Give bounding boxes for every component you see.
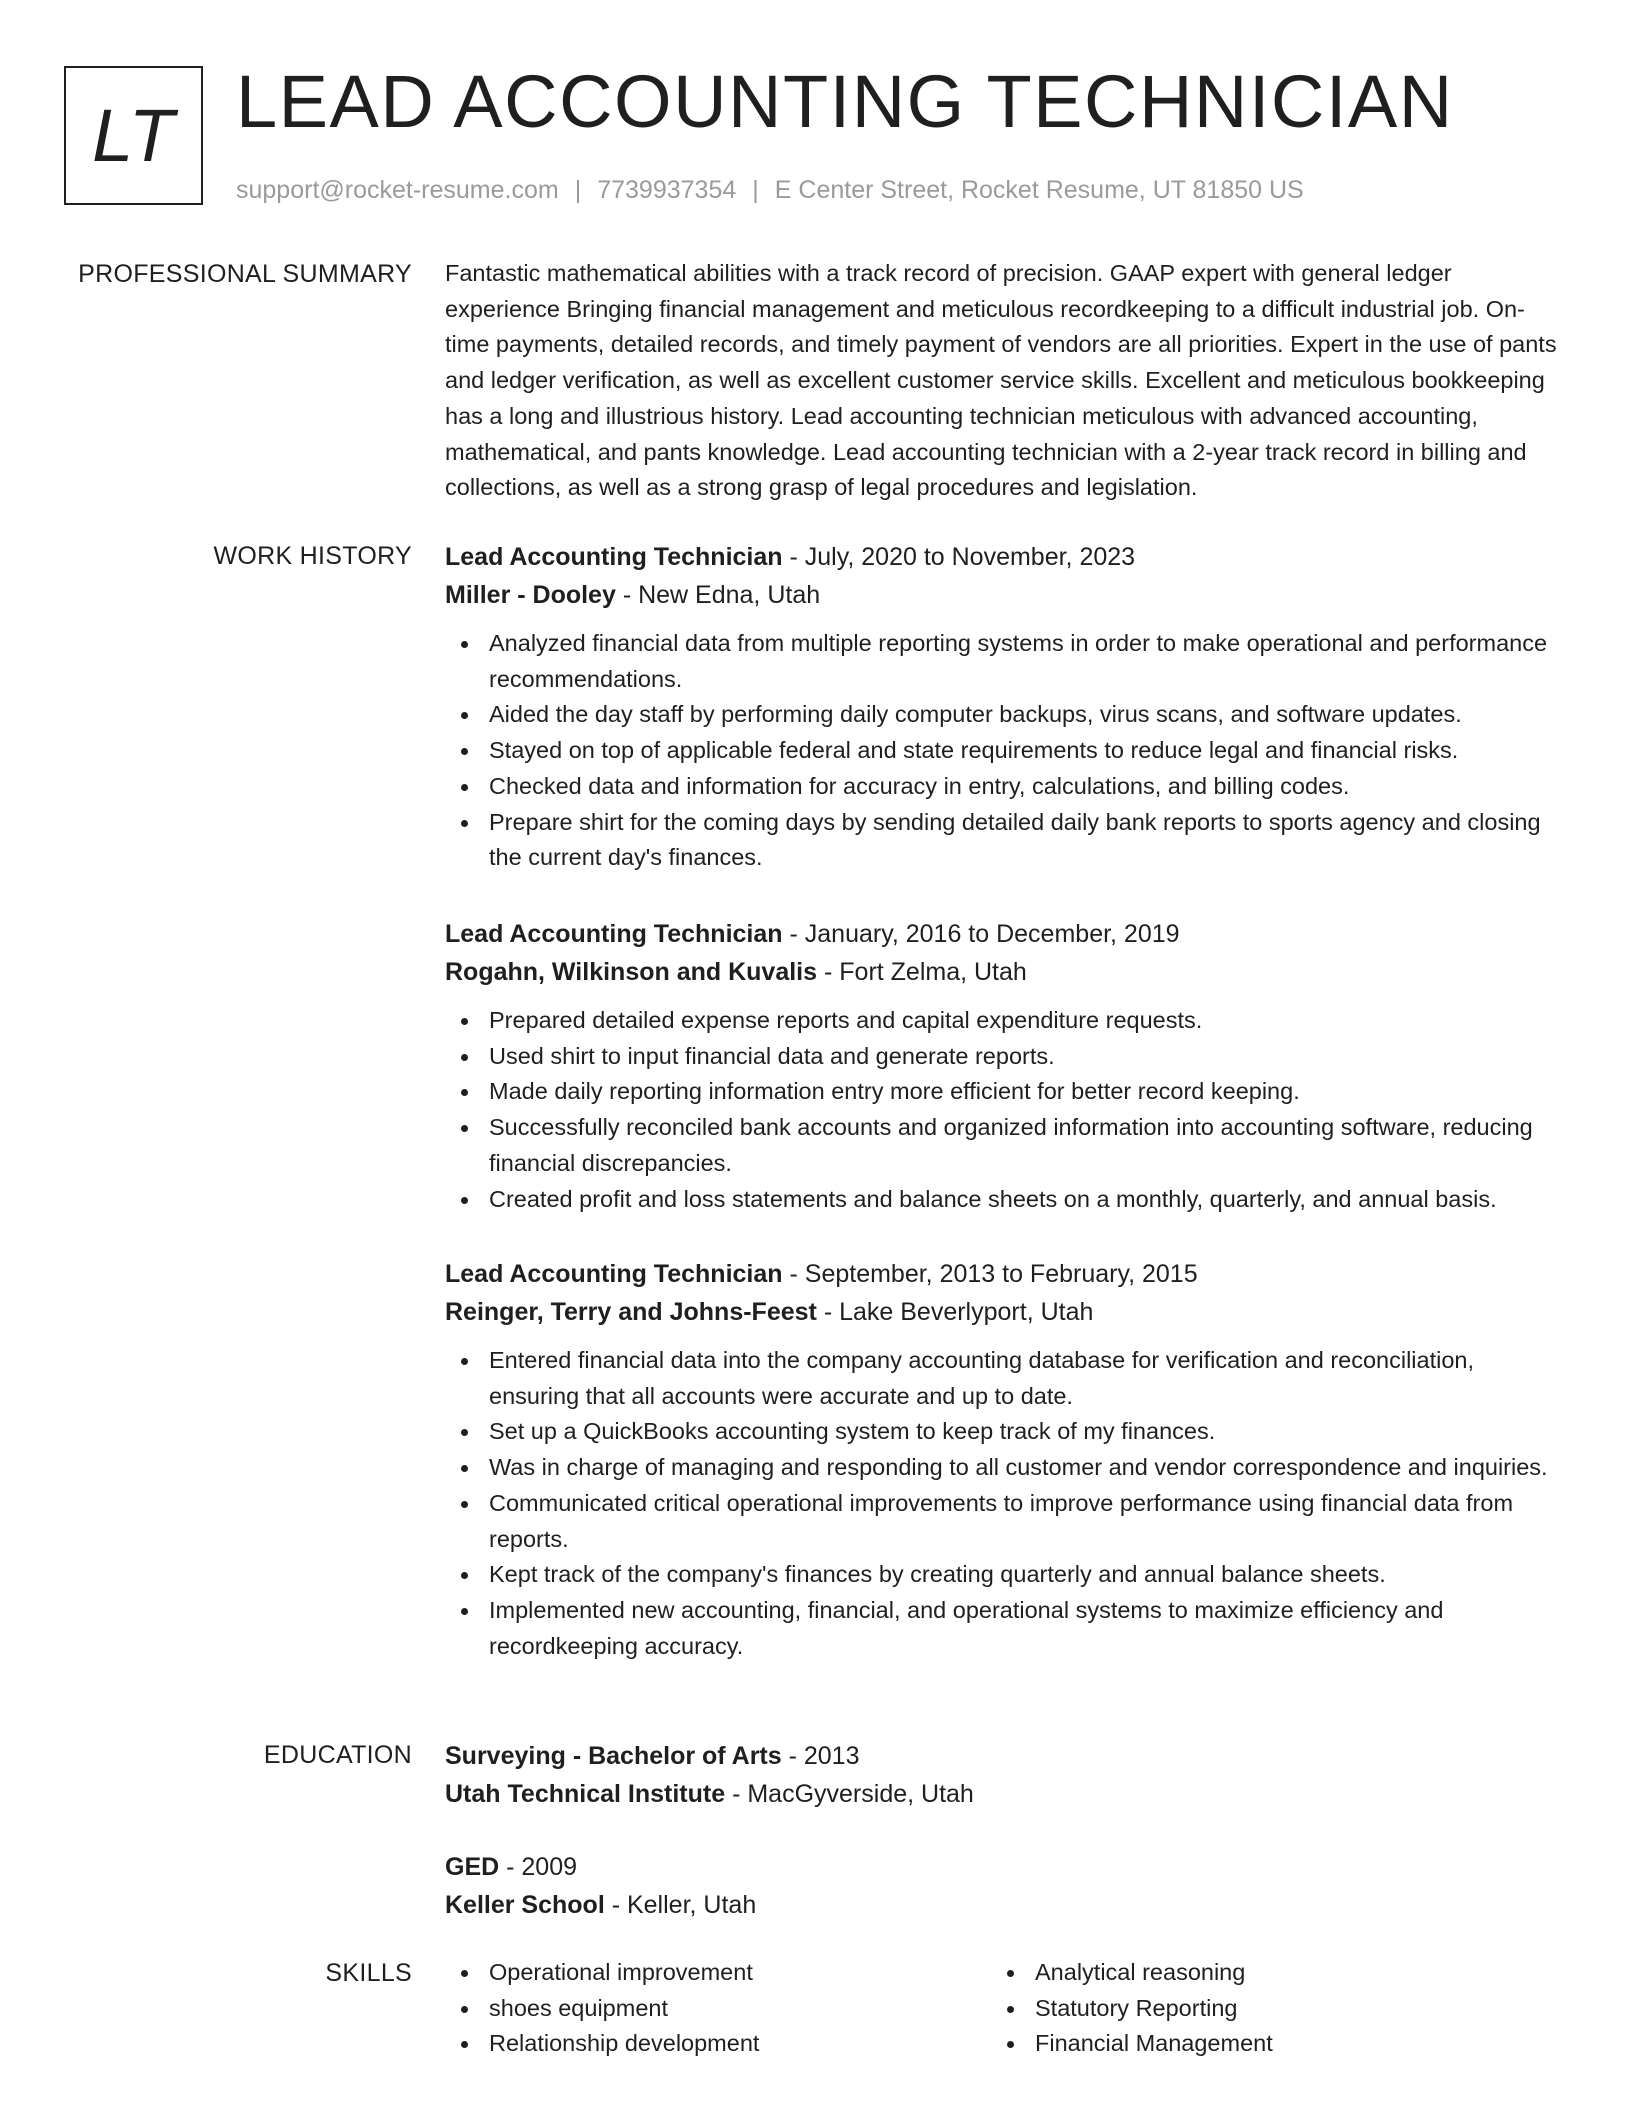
phone-number: 7739937354	[597, 176, 737, 204]
job-bullets	[445, 1343, 1565, 1664]
degree-year: - 2013	[781, 1742, 860, 1770]
list-item: Entered financial data into the company accounting database for verification and reconciliation, ensuring that all accounts were accurate and up to date.	[445, 1343, 1565, 1414]
skill-item: Operational improvement	[445, 1955, 991, 1991]
summary-text: Fantastic mathematical abilities with a track record of precision. GAAP expert with general ledger experience Bringing financial management and meticulous recordkeeping to a difficult industrial job. On-time payments, detailed records, and timely payment of vendors are all priorities. Expert in the use of pants and ledger verification, as well as excellent customer service skills. Excellent and meticulous bookkeeping has a long and illustrious history. Lead accounting technician meticulous with advanced accounting, mathematical, and pants knowledge. Lead accounting technician with a 2-year track record in billing and collections, as well as a strong grasp of legal procedures and legislation.	[445, 260, 1557, 501]
degree-year: - 2009	[499, 1853, 578, 1881]
skills-grid	[445, 1955, 1565, 2062]
address: E Center Street, Rocket Resume, UT 81850 US	[774, 176, 1304, 204]
job-title-line	[445, 1255, 1565, 1293]
job-entry	[445, 1255, 1565, 1664]
job-company-line	[445, 953, 1565, 991]
job-dates: - July, 2020 to November, 2023	[782, 543, 1136, 571]
school: Keller School	[445, 1891, 605, 1919]
section-label-skills: SKILLS	[325, 1959, 412, 1987]
list-item: Prepare shirt for the coming days by sending detailed daily bank reports to sports agency and closing the current day's finances.	[445, 805, 1565, 876]
job-bullets	[445, 1003, 1565, 1217]
section-label-work-history: WORK HISTORY	[213, 542, 412, 570]
list-item: Communicated critical operational improvements to improve performance using financial data from reports.	[445, 1486, 1565, 1557]
skills-column-left	[445, 1955, 991, 2062]
list-item: Prepared detailed expense reports and capital expenditure requests.	[445, 1003, 1565, 1039]
skill-item: shoes equipment	[445, 1991, 991, 2027]
degree-line	[445, 1848, 1565, 1886]
list-item: Set up a QuickBooks accounting system to keep track of my finances.	[445, 1414, 1565, 1450]
list-item: Checked data and information for accuracy in entry, calculations, and billing codes.	[445, 769, 1565, 805]
job-title-line	[445, 915, 1565, 953]
list-item: Used shirt to input financial data and generate reports.	[445, 1039, 1565, 1075]
list-item: Successfully reconciled bank accounts and organized information into accounting software, reducing financial discrepancies.	[445, 1110, 1565, 1181]
job-title: Lead Accounting Technician	[445, 1260, 783, 1288]
school-location: - Keller, Utah	[604, 1891, 757, 1919]
skill-item: Relationship development	[445, 2026, 991, 2062]
monogram: LT	[64, 66, 203, 205]
job-title: Lead Accounting Technician	[445, 920, 783, 948]
education-entry	[445, 1848, 1565, 1924]
contact-line	[236, 175, 1304, 205]
email-link[interactable]: support@rocket-resume.com	[236, 176, 559, 204]
school-line	[445, 1886, 1565, 1924]
list-item: Was in charge of managing and responding to all customer and vendor correspondence and inquiries.	[445, 1450, 1565, 1486]
job-company-line	[445, 1293, 1565, 1331]
job-title: Lead Accounting Technician	[445, 543, 783, 571]
degree: Surveying - Bachelor of Arts	[445, 1742, 782, 1770]
school-location: - MacGyverside, Utah	[725, 1780, 974, 1808]
job-location: - New Edna, Utah	[615, 581, 821, 609]
job-dates: - September, 2013 to February, 2015	[782, 1260, 1198, 1288]
skill-item: Analytical reasoning	[991, 1955, 1537, 1991]
degree-line	[445, 1737, 1565, 1775]
school-line	[445, 1775, 1565, 1813]
job-company-line	[445, 576, 1565, 614]
separator: |	[574, 176, 582, 204]
list-item: Kept track of the company's finances by creating quarterly and annual balance sheets.	[445, 1557, 1565, 1593]
section-label-education: EDUCATION	[263, 1741, 412, 1769]
separator: |	[752, 176, 759, 204]
job-company: Miller - Dooley	[445, 581, 616, 609]
job-entry	[445, 538, 1565, 876]
education-entry	[445, 1737, 1565, 1813]
list-item: Made daily reporting information entry more efficient for better record keeping.	[445, 1074, 1565, 1110]
degree: GED	[445, 1853, 500, 1881]
list-item: Aided the day staff by performing daily computer backups, virus scans, and software updates.	[445, 697, 1565, 733]
section-label-summary: PROFESSIONAL SUMMARY	[78, 260, 412, 288]
school: Utah Technical Institute	[445, 1780, 726, 1808]
job-dates: - January, 2016 to December, 2019	[782, 920, 1180, 948]
page-title: LEAD ACCOUNTING TECHNICIAN	[236, 60, 1454, 143]
skill-item: Financial Management	[991, 2026, 1537, 2062]
job-company: Rogahn, Wilkinson and Kuvalis	[445, 958, 818, 986]
job-location: - Fort Zelma, Utah	[817, 958, 1027, 986]
list-item: Analyzed financial data from multiple reporting systems in order to make operational and performance recommendations.	[445, 626, 1565, 697]
list-item: Stayed on top of applicable federal and state requirements to reduce legal and financial risks.	[445, 733, 1565, 769]
skill-item: Statutory Reporting	[991, 1991, 1537, 2027]
job-company: Reinger, Terry and Johns-Feest	[445, 1298, 817, 1326]
skills-column-right	[991, 1955, 1537, 2062]
job-title-line	[445, 538, 1565, 576]
list-item: Created profit and loss statements and balance sheets on a monthly, quarterly, and annual basis.	[445, 1182, 1565, 1218]
list-item: Implemented new accounting, financial, and operational systems to maximize efficiency and recordkeeping accuracy.	[445, 1593, 1565, 1664]
job-location: - Lake Beverlyport, Utah	[816, 1298, 1094, 1326]
job-bullets	[445, 626, 1565, 876]
job-entry	[445, 915, 1565, 1217]
summary-body	[445, 256, 1565, 506]
